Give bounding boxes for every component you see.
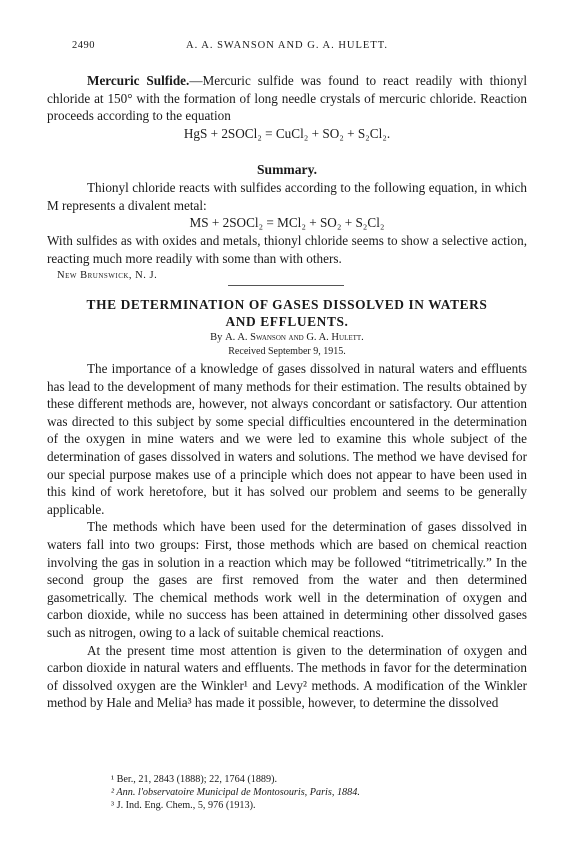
byline <box>47 331 527 345</box>
footnote-3: ³ J. Ind. Eng. Chem., 5, 976 (1913). <box>111 800 256 811</box>
article-paragraph-1: The importance of a knowledge of gases dissolved in natural waters and effluents has lead to the development of many methods for their estimation. The results obtained by these different methods are, however, not always concordant or satisfactory. Our attention was directed to this subject by some special difficulties encountered in the determination of the oxygen in mine waters and we were led to examine this whole subject of the determination of gases dissolved in waters and solutions. The method we have devised for our special purpose makes use of a principle which does not appear to have been used in this kind of work heretofore, but it has solved our problem and seems to be generally applicable. <box>47 361 527 517</box>
article <box>47 296 527 712</box>
received-date: Received September 9, 1915. <box>228 346 346 357</box>
summary-text-1: Thionyl chloride reacts with sulfides according to the following equation, in which M represents a divalent metal: <box>47 180 527 213</box>
location-line: New Brunswick, N. J. <box>57 270 158 282</box>
byline-authors: A. A. Swanson and G. A. Hulett. <box>225 332 364 343</box>
summary-text-2: With sulfides as with oxides and metals, thionyl chloride seems to show a selective action, reacting much more readily with some than with others. <box>47 233 527 266</box>
footnote-1: ¹ Ber., 21, 2843 (1888); 22, 1764 (1889). <box>111 774 278 785</box>
article-paragraph-3: At the present time most attention is given to the determination of oxygen and carbon dioxide in natural waters and effluents. The methods in favor for the determination of dissolved oxygen are the Winkler¹ and Levy² methods. A modification of the Winkler method by Hale and Melia³ has made it possible, however, to determine the dissolved <box>47 642 527 711</box>
sulfide-text: —Mercuric sulfide was found to react readily with thionyl chloride at 150° with the formation of long needle crystals of mercuric chloride. Reaction proceeds according to the equation <box>47 73 527 124</box>
sulfide-heading: Mercuric Sulfide. <box>87 73 190 88</box>
running-header <box>72 40 502 56</box>
article-paragraph-2: The methods which have been used for the determination of gases dissolved in waters fall into two groups: First, those methods which are based on chemical reaction involving the gas in solution in a reaction which may be followed “titrimetrically.” In the second group the gases are first removed from the water and then determined gasometrically. The chemical methods work well in the determination of oxygen and carbon dioxide, while no success has been attained in determining other dissolved gases such as nitrogen, owing to a lack of suitable chemical reactions. <box>47 519 527 640</box>
running-title: A. A. SWANSON AND G. A. HULETT. <box>185 40 388 51</box>
footnotes <box>47 773 527 812</box>
sulfide-equation: HgS + 2SOCl₂ = CuCl₂ + SO₂ + S₂Cl₂. <box>183 125 391 141</box>
summary-equation: MS + 2SOCl₂ = MCl₂ + SO₂ + S₂Cl₂ <box>189 215 385 231</box>
byline-prefix: By <box>210 332 226 343</box>
summary-heading: Summary. <box>256 162 318 177</box>
article-title-line-1: THE DETERMINATION OF GASES DISSOLVED IN WATERS <box>86 297 488 312</box>
summary-section <box>47 161 527 283</box>
sulfide-section <box>47 72 527 143</box>
section-divider <box>228 285 344 286</box>
footnote-2: ² Ann. l'observatoire Municipal de Montosouris, Paris, 1884. <box>111 787 360 798</box>
page-number: 2490 <box>72 40 95 51</box>
sulfide-paragraph <box>47 72 527 125</box>
article-title-line-2: AND EFFLUENTS. <box>225 314 349 329</box>
